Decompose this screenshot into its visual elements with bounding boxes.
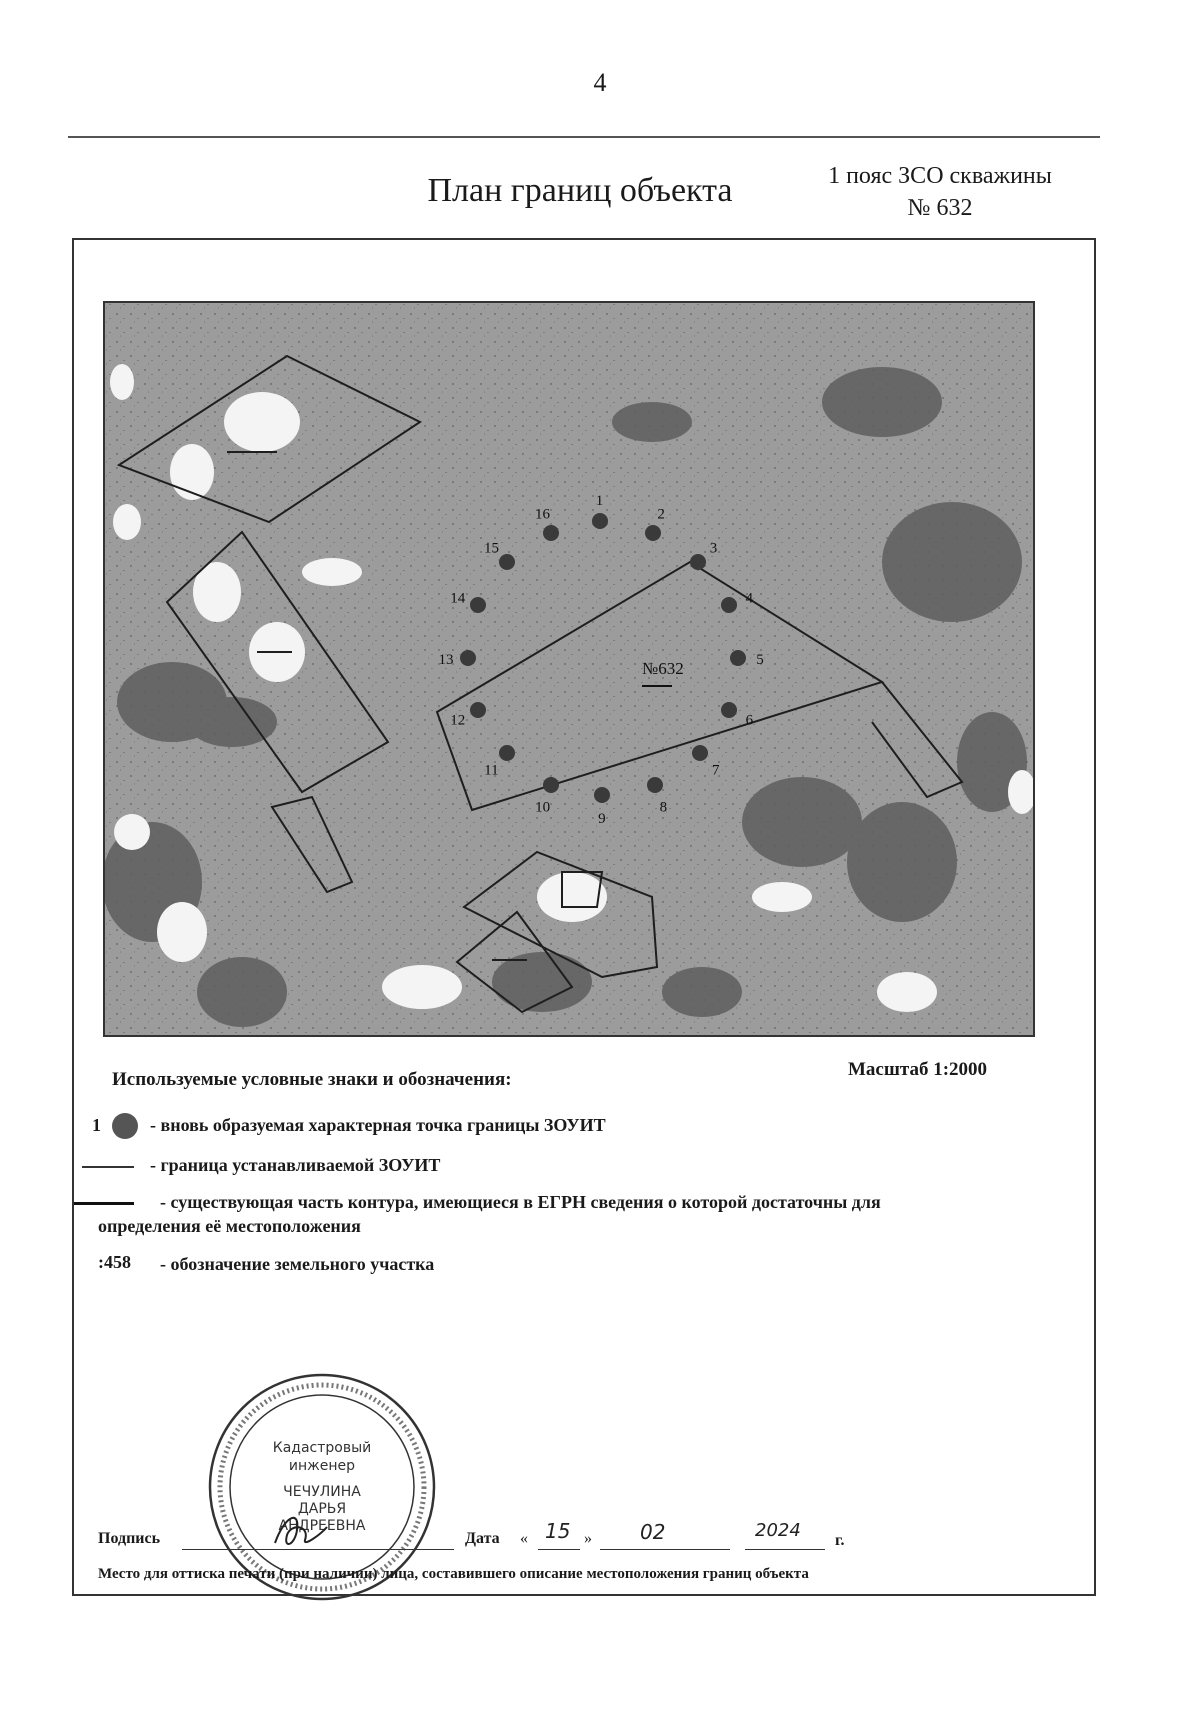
date-year-suffix: г. bbox=[835, 1532, 845, 1549]
cadastral-map bbox=[103, 301, 1035, 1037]
point-label-5: 5 bbox=[756, 652, 764, 668]
well-label: №632 bbox=[642, 659, 684, 678]
legend-text-existing: - существующая часть контура, имеющиеся в ЕГРН сведения о которой достаточны для bbox=[160, 1192, 881, 1212]
date-day: 15 bbox=[545, 1519, 571, 1543]
point-label-8: 8 bbox=[659, 799, 668, 816]
point-marker-1 bbox=[592, 513, 608, 529]
date-quote-open: « bbox=[520, 1530, 528, 1547]
legend-line-existing bbox=[74, 1202, 134, 1205]
point-marker-14 bbox=[470, 597, 486, 613]
svg-text:АНДРЕЕВНА: АНДРЕЕВНА bbox=[278, 1518, 366, 1534]
date-quote-close: » bbox=[584, 1530, 592, 1547]
date-month: 02 bbox=[640, 1520, 666, 1544]
signature-label: Подпись bbox=[98, 1530, 161, 1547]
legend-point-symbol bbox=[112, 1113, 138, 1139]
point-marker-6 bbox=[721, 702, 737, 718]
legend-text-point: - вновь образуемая характерная точка границы ЗОУИТ bbox=[150, 1115, 606, 1135]
map-scale: Масштаб 1:2000 bbox=[848, 1059, 988, 1080]
legend-text-existing-cont: определения её местоположения bbox=[98, 1216, 361, 1236]
date-day-line bbox=[538, 1549, 580, 1550]
point-label-13: 13 bbox=[438, 652, 454, 668]
point-label-2: 2 bbox=[657, 506, 665, 523]
legend-point-number: 1 bbox=[92, 1115, 101, 1135]
point-label-12: 12 bbox=[450, 712, 466, 729]
zone-label-line2: № 632 bbox=[907, 195, 973, 221]
legend-parcel-symbol: :458 bbox=[98, 1252, 131, 1272]
point-label-15: 15 bbox=[483, 540, 499, 557]
date-year: 2024 bbox=[755, 1520, 801, 1541]
point-marker-10 bbox=[543, 777, 559, 793]
point-label-3: 3 bbox=[709, 540, 718, 557]
point-label-6: 6 bbox=[745, 712, 754, 729]
point-label-11: 11 bbox=[484, 762, 499, 779]
point-marker-4 bbox=[721, 597, 737, 613]
point-marker-12 bbox=[470, 702, 486, 718]
point-label-16: 16 bbox=[535, 506, 551, 523]
point-label-4: 4 bbox=[745, 590, 754, 607]
point-marker-5 bbox=[730, 650, 746, 666]
point-label-10: 10 bbox=[535, 799, 551, 816]
point-marker-2 bbox=[645, 525, 661, 541]
point-marker-13 bbox=[460, 650, 476, 666]
stamp-place-footer: Место для оттиска печати (при наличии) лица, составившего описание местоположения границ объекта bbox=[98, 1566, 809, 1582]
point-label-1: 1 bbox=[595, 493, 604, 510]
map-canvas bbox=[105, 303, 1033, 1035]
point-label-14: 14 bbox=[450, 590, 466, 607]
point-marker-8 bbox=[647, 777, 663, 793]
legend-text-parcel: - обозначение земельного участка bbox=[160, 1254, 435, 1274]
legend-title: Используемые условные знаки и обозначения: bbox=[112, 1069, 512, 1090]
date-label: Дата bbox=[465, 1530, 500, 1547]
legend-line-boundary bbox=[82, 1166, 134, 1168]
svg-text:ЧЕЧУЛИНА: ЧЕЧУЛИНА bbox=[283, 1484, 361, 1500]
page-number: 4 bbox=[593, 68, 607, 97]
zone-label-line1: 1 пояс ЗСО скважины bbox=[828, 163, 1052, 189]
point-marker-9 bbox=[594, 787, 610, 803]
svg-text:ДАРЬЯ: ДАРЬЯ bbox=[297, 1501, 347, 1517]
plan-title: План границ объекта bbox=[427, 172, 733, 209]
point-label-9: 9 bbox=[598, 810, 606, 827]
date-year-line bbox=[745, 1549, 825, 1550]
handwritten-signature bbox=[265, 1505, 335, 1555]
svg-text:Кадастровый: Кадастровый bbox=[272, 1440, 372, 1456]
point-marker-16 bbox=[543, 525, 559, 541]
point-marker-3 bbox=[690, 554, 706, 570]
point-marker-15 bbox=[499, 554, 515, 570]
legend-text-boundary: - граница устанавливаемой ЗОУИТ bbox=[150, 1155, 441, 1175]
point-marker-11 bbox=[499, 745, 515, 761]
zone-label bbox=[790, 160, 1090, 224]
top-rule bbox=[68, 136, 1100, 138]
date-month-line bbox=[600, 1549, 730, 1550]
point-marker-7 bbox=[692, 745, 708, 761]
point-label-7: 7 bbox=[711, 762, 720, 779]
svg-text:инженер: инженер bbox=[288, 1458, 356, 1474]
